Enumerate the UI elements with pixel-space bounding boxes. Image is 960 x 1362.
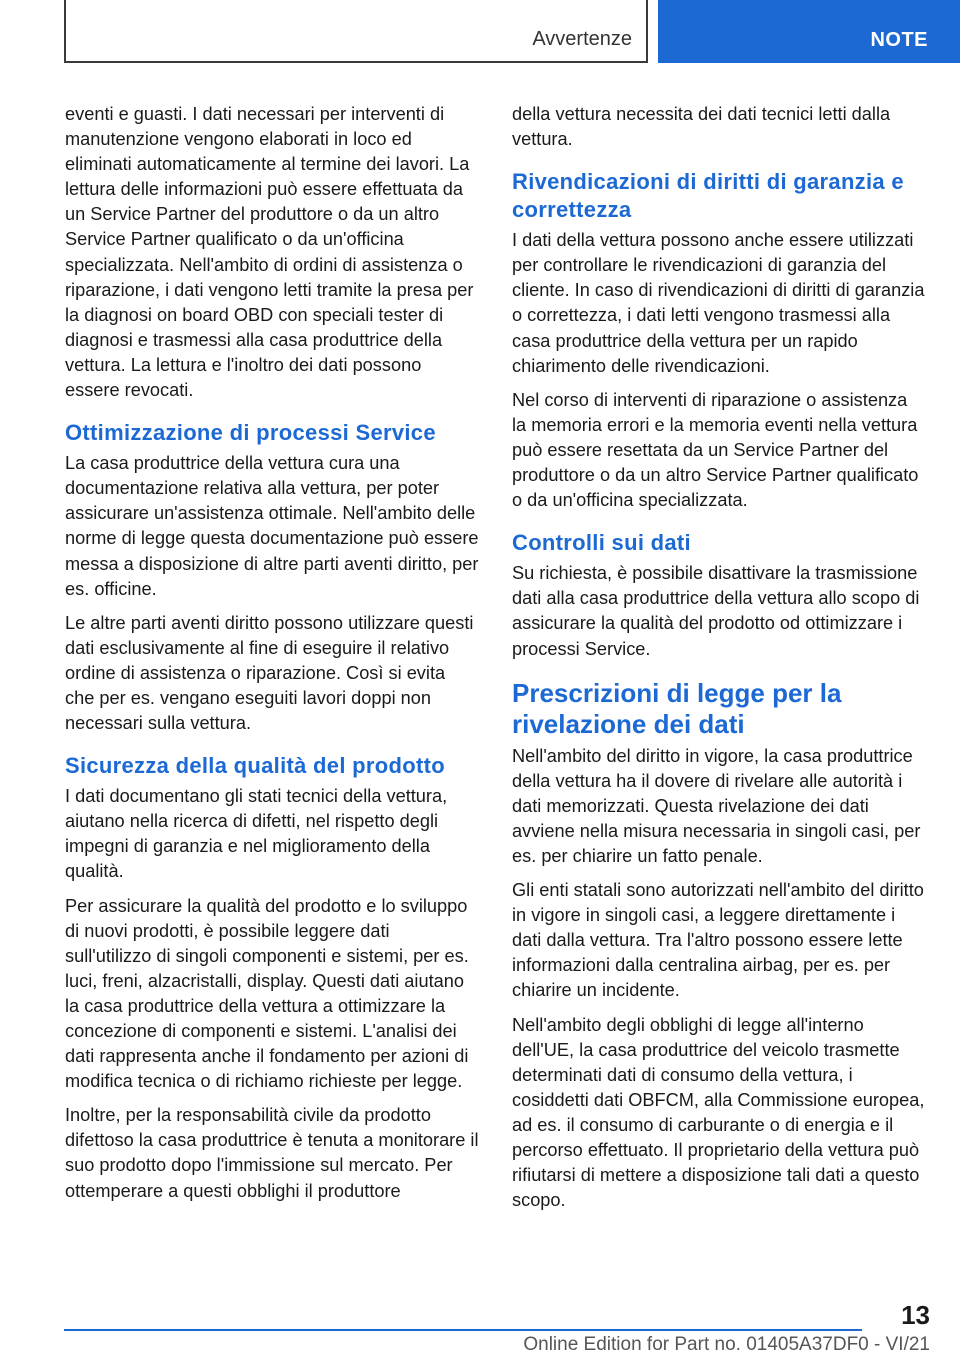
left-column (65, 102, 479, 1213)
paragraph: Nell'ambito del diritto in vigore, la casa produttrice della vettura ha il dovere di rivelare alle autorità i dati memorizzati. Questa rivelazione dei dati avviene nella misura necessaria in singoli casi, per es. per chiarire un fatto penale. (512, 745, 921, 866)
page-number: 13 (901, 1300, 930, 1330)
header-box (64, 0, 648, 63)
paragraph: I dati della vettura possono anche essere utilizzati per controllare le rivendicazioni di garanzia del cliente. In caso di rivendicazioni di diritti di garanzia o correttezza, i dati letti vengono trasmessi alla casa produttrice della vettura per un rapido chiarimento delle rivendicazioni. (512, 230, 925, 376)
paragraph: Inoltre, per la responsabilità civile da prodotto difettoso la casa produttrice è tenuta a monitorare il suo prodotto dopo l'immissione sul mercato. Per ottemperare a questi obblighi il produttore (65, 1105, 479, 1201)
paragraph: Su richiesta, è possibile disattivare la trasmissione dati alla casa produttrice della vettura allo scopo di assicurare la qualità del prodotto od ottimizzare i processi Service. (512, 563, 920, 659)
chapter-heading: Prescrizioni di legge per la rivelazione dei dati (512, 677, 842, 739)
section-heading: Controlli sui dati (512, 530, 691, 556)
header-tab-note: NOTE (658, 0, 960, 63)
paragraph: della vettura necessita dei dati tecnici letti dalla vettura. (512, 104, 891, 150)
paragraph: Nell'ambito degli obblighi di legge all'interno dell'UE, la casa produttrice del veicolo trasmette determinati dati di consumo della vettura, i cosiddetti dati OBFCM, alla Commissione europea, ad es. il consumo di carburante o di energia e il percorso effettuato. Il proprietario della vettura può rifiutarsi di mettere a disposizione tali dati a questo scopo. (512, 1014, 925, 1211)
section-heading: Rivendicazioni di diritti di garanzia e correttezza (512, 169, 904, 223)
paragraph: Gli enti statali sono autorizzati nell'ambito del diritto in vigore in singoli casi, a leggere direttamente i dati dalla vettura. Tra l'altro possono essere lette informazioni dalla centralina airbag, per es. per chiarire un incidente. (512, 880, 924, 1001)
right-column (512, 102, 926, 1222)
footer-edition: Online Edition for Part no. 01405A37DF0 - VI/21 (523, 1334, 930, 1355)
section-heading: Sicurezza della qualità del prodotto (65, 753, 445, 779)
section-heading: Ottimizzazione di processi Service (65, 420, 436, 446)
paragraph: eventi e guasti. I dati necessari per interventi di manutenzione vengono elaborati in loco ed eliminati automaticamente al termine dei lavori. La lettura delle informazioni può essere effettuata da un Service Partner del produttore o da un altro Service Partner qualificato o da un'officina specializzata. Nell'ambito di ordini di assistenza o riparazione, i dati vengono letti tramite la presa per la diagnosi on board OBD con speciali tester di diagnosi e trasmessi alla casa produttrice della vettura. La lettura e l'inoltro dei dati possono essere revocati. (65, 104, 474, 401)
paragraph: Nel corso di interventi di riparazione o assistenza la memoria errori e la memoria eventi nella vettura può essere resettata da un Service Partner del produttore o da un altro Service Partner qualificato o da un'officina specializzata. (512, 389, 919, 511)
footer-divider (64, 1329, 862, 1331)
paragraph: Per assicurare la qualità del prodotto e lo sviluppo di nuovi prodotti, è possibile leggere dati sull'utilizzo di singoli componenti e sistemi, per es. luci, freni, alzacristalli, display. Questi dati aiutano la casa produttrice della vettura a ottimizzare la concezione di componenti e sistemi. L'analisi dei dati rappresenta anche il fondamento per azioni di modifica tecnica o di richiamo richieste per legge. (65, 895, 469, 1092)
paragraph: La casa produttrice della vettura cura una documentazione relativa alla vettura, per poter assicurare un'assistenza ottimale. Nell'ambito delle norme di legge questa documentazione può essere messa a disposizione di altre parti aventi diritto, per es. officine. (65, 453, 479, 599)
paragraph: I dati documentano gli stati tecnici della vettura, aiutano nella ricerca di difetti, nel rispetto degli impegni di garanzia e nel miglioramento della qualità. (65, 786, 448, 882)
header-section-title: Avvertenze (532, 28, 632, 50)
paragraph: Le altre parti aventi diritto possono utilizzare questi dati esclusivamente al fine di eseguire il relativo ordine di assistenza o riparazione. Così si evita che per es. vengano eseguiti lavori doppi non necessari sulla vettura. (65, 612, 474, 734)
